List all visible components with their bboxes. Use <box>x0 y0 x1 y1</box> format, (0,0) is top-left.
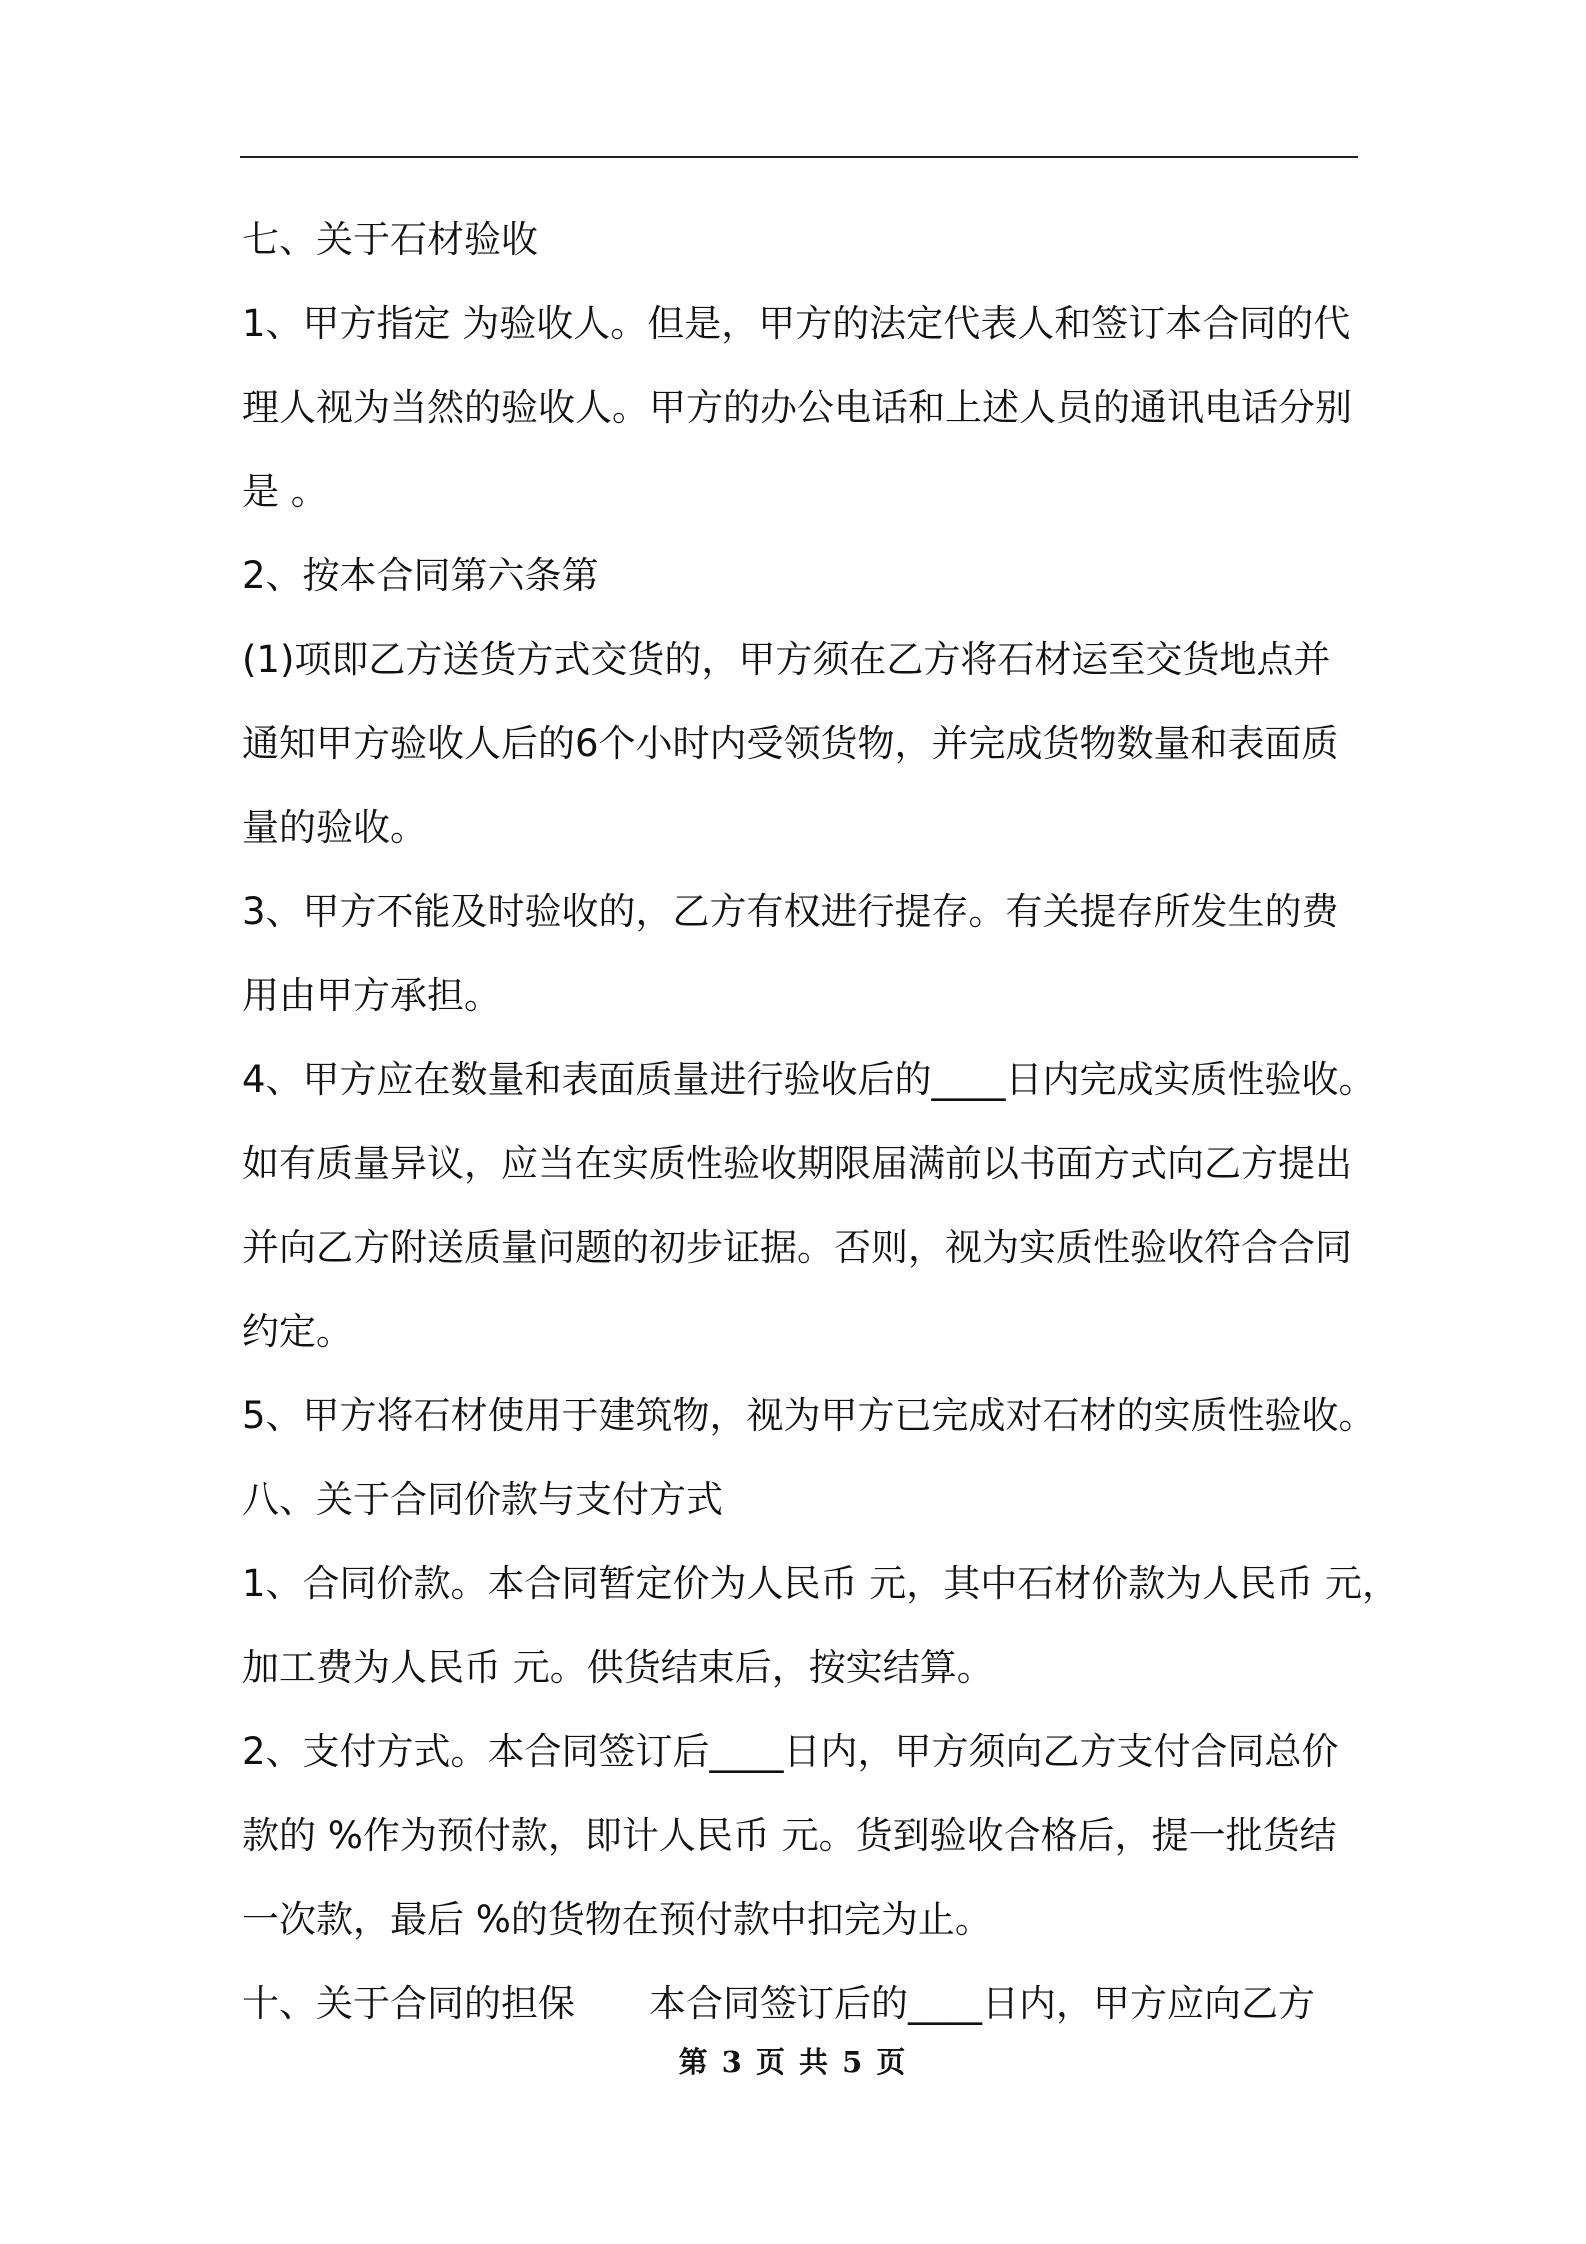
paragraph-line: 2、支付方式。本合同签订后____日内，甲方须向乙方支付合同总价 <box>242 1730 1339 1773</box>
section-heading-acceptance: 七、关于石材验收 <box>242 218 538 261</box>
section-heading-guarantee: 十、关于合同的担保 本合同签订后的____日内，甲方应向乙方 <box>242 1982 1315 2025</box>
paragraph-line: 5、甲方将石材使用于建筑物，视为甲方已完成对石材的实质性验收。 <box>242 1394 1376 1437</box>
paragraph-line: 理人视为当然的验收人。甲方的办公电话和上述人员的通讯电话分别 <box>242 386 1352 429</box>
page-number: 第 3 页 共 5 页 <box>678 2045 908 2079</box>
paragraph-line: 4、甲方应在数量和表面质量进行验收后的____日内完成实质性验收。 <box>242 1058 1376 1101</box>
paragraph-line: 款的 %作为预付款，即计人民币 元。货到验收合格后，提一批货结 <box>242 1814 1337 1857</box>
paragraph-line: 量的验收。 <box>242 806 427 849</box>
header-rule <box>240 156 1358 158</box>
paragraph-line: (1)项即乙方送货方式交货的，甲方须在乙方将石材运至交货地点并 <box>242 638 1331 681</box>
paragraph-line: 通知甲方验收人后的6个小时内受领货物，并完成货物数量和表面质 <box>242 722 1339 765</box>
paragraph-line: 3、甲方不能及时验收的，乙方有权进行提存。有关提存所发生的费 <box>242 890 1339 933</box>
paragraph-line: 如有质量异议，应当在实质性验收期限届满前以书面方式向乙方提出 <box>242 1142 1352 1185</box>
paragraph-line: 1、甲方指定 为验收人。但是，甲方的法定代表人和签订本合同的代 <box>242 302 1351 345</box>
paragraph-line: 用由甲方承担。 <box>242 974 501 1017</box>
section-heading-price-payment: 八、关于合同价款与支付方式 <box>242 1478 723 1521</box>
paragraph-line: 并向乙方附送质量问题的初步证据。否则，视为实质性验收符合合同 <box>242 1226 1352 1269</box>
paragraph-line: 是 。 <box>242 470 328 513</box>
paragraph-line: 约定。 <box>242 1310 353 1353</box>
paragraph-line: 一次款，最后 %的货物在预付款中扣完为止。 <box>242 1898 992 1941</box>
paragraph-line: 加工费为人民币 元。供货结束后，按实结算。 <box>242 1646 994 1689</box>
document-body <box>242 198 1400 2046</box>
paragraph-line: 2、按本合同第六条第 <box>242 554 599 597</box>
paragraph-line: 1、合同价款。本合同暂定价为人民币 元，其中石材价款为人民币 元， <box>242 1562 1400 1605</box>
